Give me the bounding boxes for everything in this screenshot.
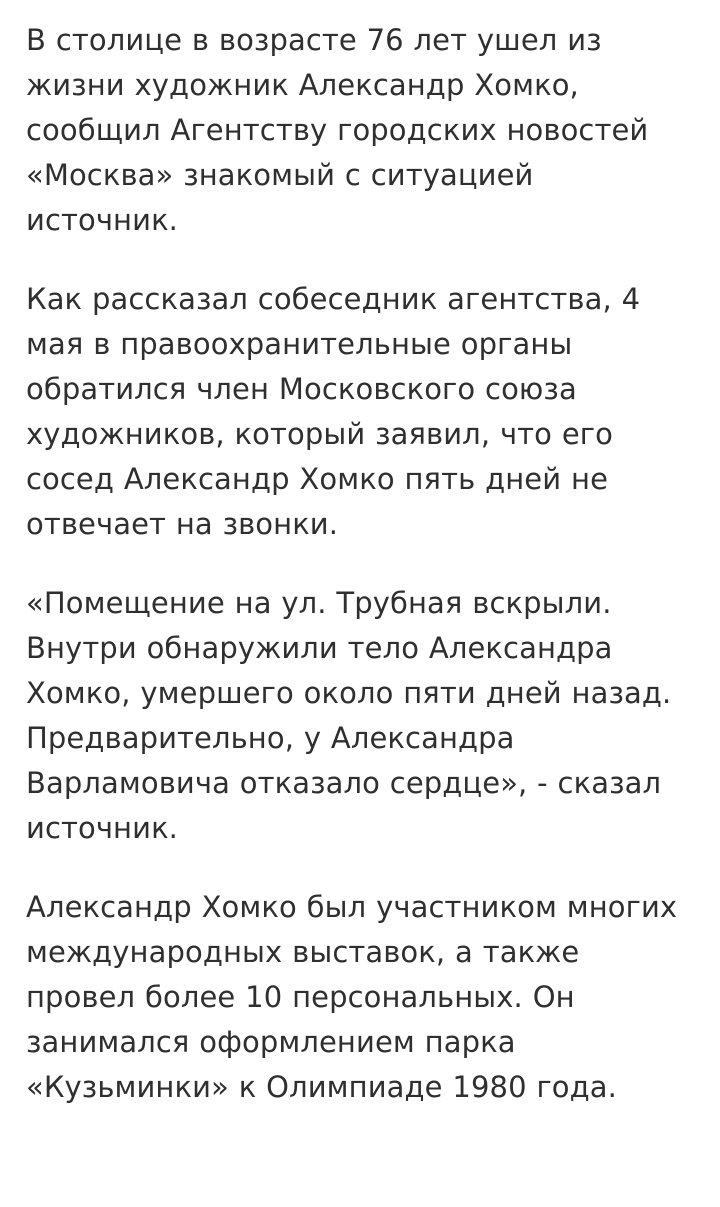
article-paragraph-4: Александр Хомко был участником многих международных выставок, а также провел более 10 персональных. Он занимался оформлением парка «Кузьминки» к Олимпиаде 1980 года. [26,890,678,1104]
article-paragraph-3: «Помещение на ул. Трубная вскрыли. Внутри обнаружили тело Александра Хомко, умершего около пяти дней назад. Предварительно, у Александра Варламовича отказало сердце», - сказал источник. [26,586,672,845]
article-paragraph-2: Как рассказал собеседник агентства, 4 мая в правоохранительные органы обратился член Московского союза художников, который заявил, что его сосед Александр Хомко пять дней не отвечает на звонки. [26,282,641,541]
article-paragraph-1: В столице в возрасте 76 лет ушел из жизни художник Александр Хомко, сообщил Агентству городских новостей «Москва» знакомый с ситуацией источник. [26,23,649,237]
